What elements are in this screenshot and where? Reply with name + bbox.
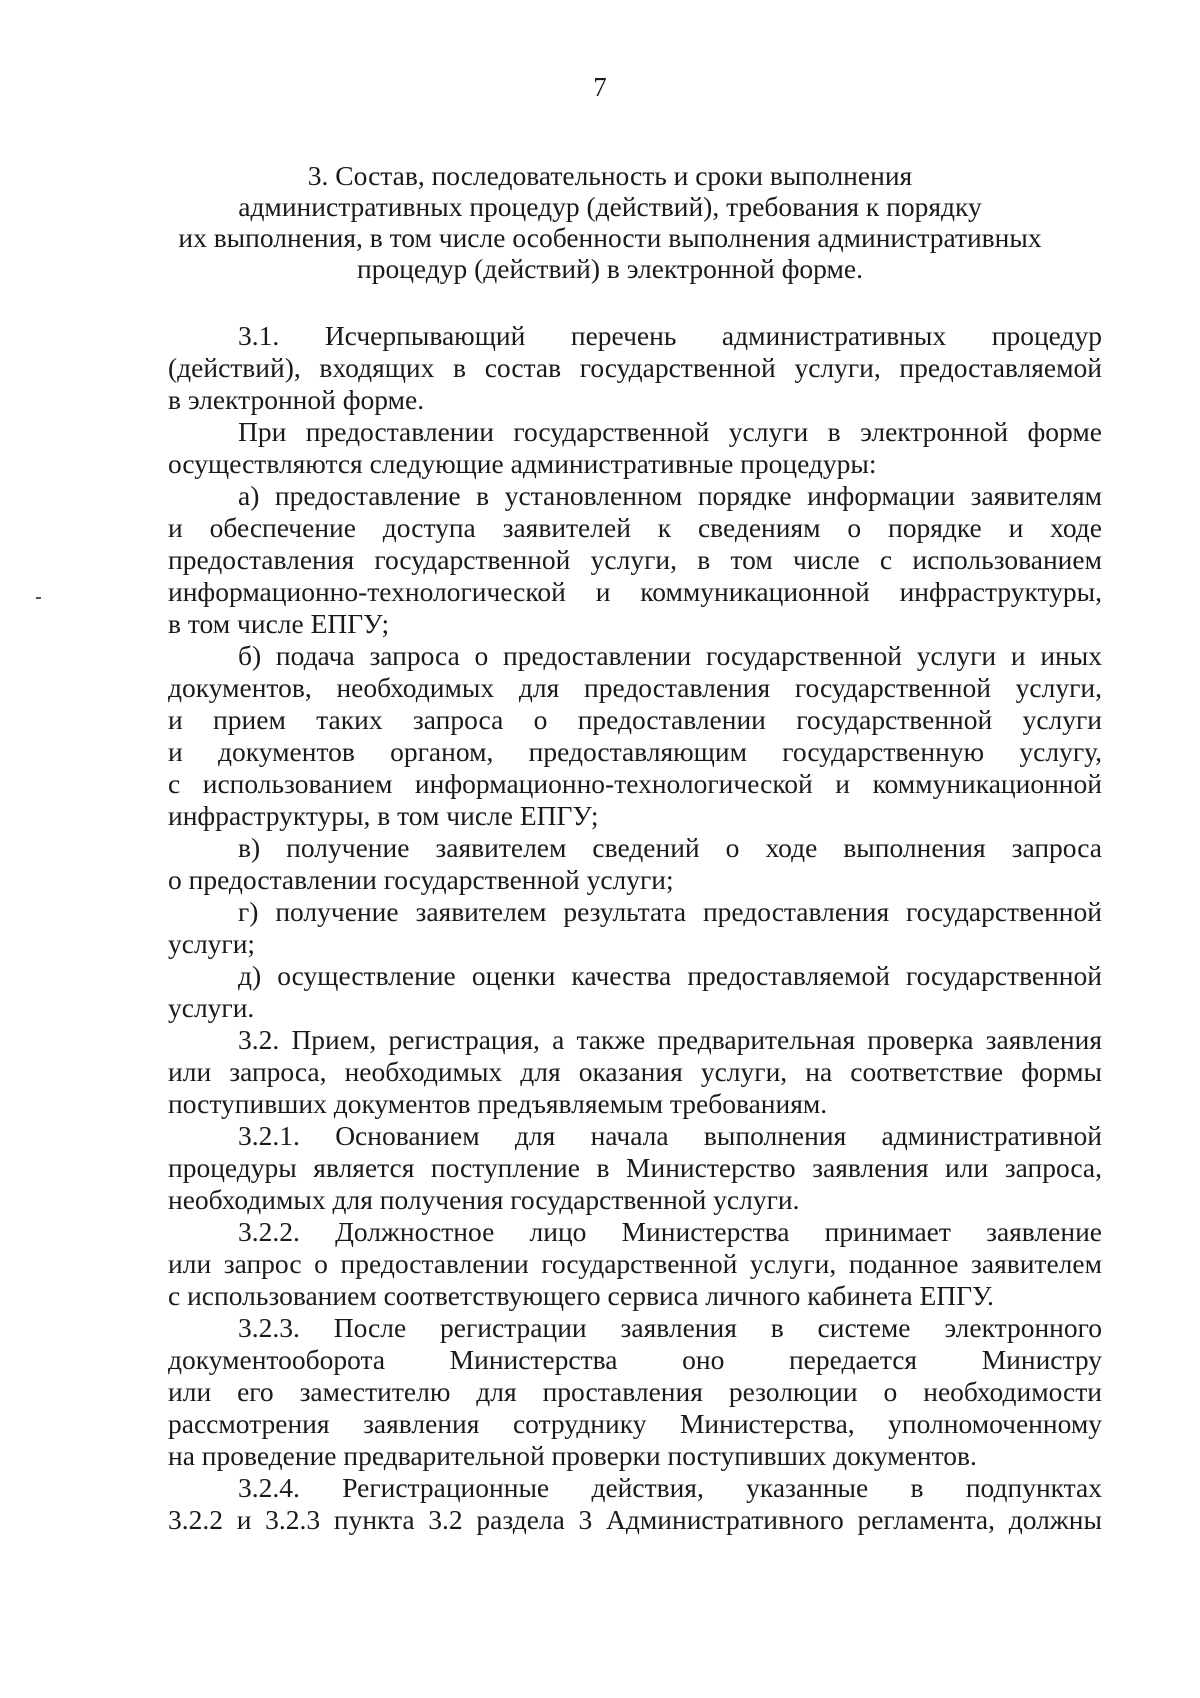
paragraph — [168, 896, 1102, 960]
heading-line: административных процедур (действий), требования к порядку — [238, 191, 982, 222]
paragraph — [168, 416, 1102, 480]
text-line: необходимых для получения государственной услуги. — [168, 1184, 800, 1215]
text-line: услуги; — [168, 928, 256, 959]
text-line: или его заместителю для проставления резолюции о необходимости — [168, 1376, 1102, 1407]
text-line: 3.2. Прием, регистрация, а также предварительная проверка заявления — [238, 1024, 1102, 1055]
paragraph — [168, 1024, 1102, 1120]
text-line: процедуры является поступление в Министерство заявления или запроса, — [168, 1152, 1102, 1183]
paragraph — [168, 480, 1102, 640]
heading-line: процедур (действий) в электронной форме. — [357, 253, 863, 284]
paragraph — [168, 1216, 1102, 1312]
paragraph — [168, 1120, 1102, 1216]
text-line: и документов органом, предоставляющим государственную услугу, — [168, 736, 1102, 767]
text-line: а) предоставление в установленном порядке информации заявителям — [238, 480, 1102, 511]
text-line: инфраструктуры, в том числе ЕПГУ; — [168, 800, 599, 831]
text-line: При предоставлении государственной услуги в электронной форме — [238, 416, 1102, 447]
paragraph — [168, 640, 1102, 832]
paragraph — [168, 320, 1102, 416]
text-line: г) получение заявителем результата предоставления государственной — [238, 896, 1102, 927]
text-line: 3.1. Исчерпывающий перечень административных процедур — [238, 320, 1102, 351]
document-body — [168, 320, 1102, 1536]
text-line: в том числе ЕПГУ; — [168, 608, 390, 639]
text-line: или запрос о предоставлении государственной услуги, поданное заявителем — [168, 1248, 1102, 1279]
text-line: услуги. — [168, 992, 255, 1023]
heading-line: их выполнения, в том числе особенности выполнения административных — [178, 222, 1042, 253]
text-line: предоставления государственной услуги, в том числе с использованием — [168, 544, 1102, 575]
text-line: 3.2.2 и 3.2.3 пункта 3.2 раздела 3 Административного регламента, должны — [168, 1504, 1102, 1535]
text-line: в электронной форме. — [168, 384, 425, 415]
page-number: 7 — [593, 72, 607, 102]
text-line: с использованием соответствующего сервиса личного кабинета ЕПГУ. — [168, 1280, 994, 1311]
text-line: информационно-технологической и коммуникационной инфраструктуры, — [168, 576, 1102, 607]
text-line: и обеспечение доступа заявителей к сведениям о порядке и ходе — [168, 512, 1102, 543]
text-line: д) осуществление оценки качества предоставляемой государственной — [238, 960, 1102, 991]
text-line: в) получение заявителем сведений о ходе выполнения запроса — [238, 832, 1102, 863]
text-line: или запроса, необходимых для оказания услуги, на соответствие формы — [168, 1056, 1102, 1087]
text-line: 3.2.3. После регистрации заявления в системе электронного — [238, 1312, 1102, 1343]
text-line: документов, необходимых для предоставления государственной услуги, — [168, 672, 1102, 703]
text-line: с использованием информационно-технологической и коммуникационной — [168, 768, 1102, 799]
scan-margin-mark — [36, 597, 41, 599]
paragraph — [168, 1312, 1102, 1472]
text-line: и прием таких запроса о предоставлении государственной услуги — [168, 704, 1102, 735]
text-line: поступивших документов предъявляемым требованиям. — [168, 1088, 828, 1119]
paragraph — [168, 960, 1102, 1024]
heading-line: 3. Состав, последовательность и сроки выполнения — [307, 160, 913, 191]
text-line: (действий), входящих в состав государственной услуги, предоставляемой — [168, 352, 1102, 383]
text-line: 3.2.2. Должностное лицо Министерства принимает заявление — [238, 1216, 1102, 1247]
text-line: б) подача запроса о предоставлении государственной услуги и иных — [238, 640, 1102, 671]
text-line: осуществляются следующие административные процедуры: — [168, 448, 877, 479]
text-line: 3.2.1. Основанием для начала выполнения административной — [238, 1120, 1102, 1151]
text-line: рассмотрения заявления сотруднику Министерства, уполномоченному — [168, 1408, 1102, 1439]
text-line: документооборота Министерства оно передается Министру — [168, 1344, 1102, 1375]
paragraph — [168, 832, 1102, 896]
paragraph — [168, 1472, 1102, 1536]
section-heading — [150, 160, 1070, 284]
text-line: о предоставлении государственной услуги; — [168, 864, 674, 895]
text-line: на проведение предварительной проверки поступивших документов. — [168, 1440, 977, 1471]
text-line: 3.2.4. Регистрационные действия, указанные в подпунктах — [238, 1472, 1102, 1503]
